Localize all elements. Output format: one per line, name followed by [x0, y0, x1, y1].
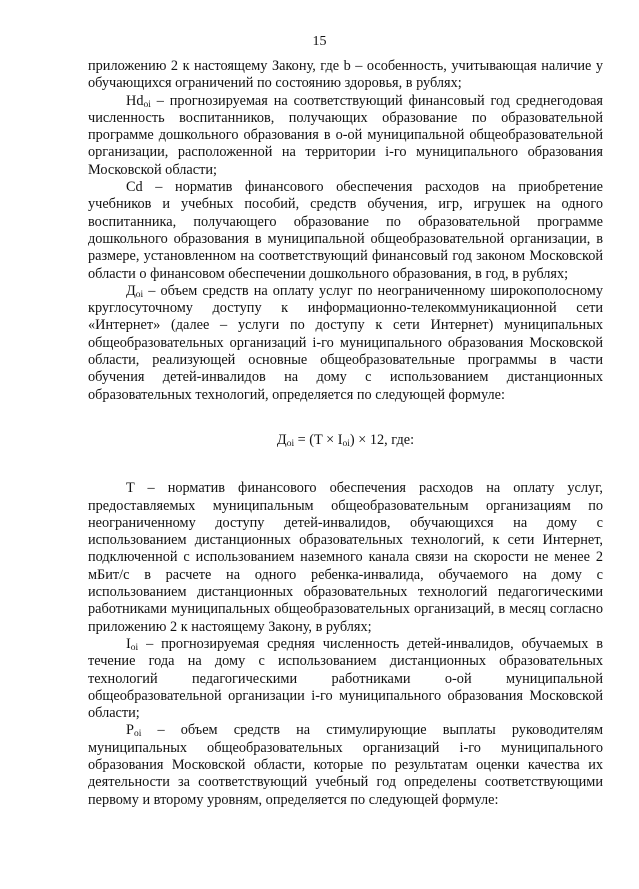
paragraph-b-definition: приложению 2 к настоящему Закону, где b – особенность, учитывающая наличие у обучающихся ограничений по состоянию здоровья, в рублях;: [88, 58, 603, 92]
formula-rhs: ) × 12, где:: [349, 431, 415, 448]
formula-lhs: Д: [276, 431, 287, 448]
formula-mid-subscript: oi: [342, 438, 350, 449]
symbol-hd: Hd: [126, 92, 144, 109]
paragraph-p-text: – объем средств на стимулирующие выплаты руководителям муниципальных общеобразовательных организаций i-го муниципального образования Московской области, которые по результатам оценки качества их деятельности за соответствующий учебный год определены соответствующими первому и второму уровням, определяется по следующей формуле:: [88, 722, 603, 808]
paragraph-p-definition: [88, 722, 603, 808]
paragraph-d-definition: [88, 283, 603, 404]
paragraph-hd-text: – прогнозируемая на соответствующий финансовый год среднегодовая численность воспитанников, получающих образование по образовательной программе дошкольного образования в o-ой муниципальной общеобразовательной организации, расположенной на территории i-го муниципального образования Московской области;: [88, 92, 603, 178]
symbol-d: Д: [126, 282, 136, 299]
paragraph-hd-definition: [88, 93, 603, 179]
paragraph-i-definition: [88, 636, 603, 722]
symbol-p-subscript: oi: [133, 729, 142, 740]
formula-lhs-subscript: oi: [286, 438, 295, 449]
symbol-i: I: [126, 635, 131, 652]
document-body: [88, 58, 603, 809]
paragraph-d-text: – объем средств на оплату услуг по неограниченному широкополосному круглосуточному доступу к информационно-телекоммуникационной сети «Интернет» (далее – услуги по доступу к сети Интернет) муниципальных общеобразовательных организаций i-го муниципального образования Московской области, реализующей основные общеобразовательные программы в части обучения детей-инвалидов на дому с использованием дистанционных образовательных технологий, определяется по следующей формуле:: [88, 282, 603, 403]
symbol-hd-subscript: oi: [143, 99, 151, 110]
page-number: 15: [312, 34, 327, 49]
paragraph-cd-definition: Cd – норматив финансового обеспечения расходов на приобретение учебников и учебных пособий, средств обучения, игр, игрушек на одного воспитанника, получающего образование по образовательной программе дошкольного образования в муниципальной общеобразовательной организации, в размере, установленном на соответствующий финансовый год законом Московской области о финансовом обеспечении дошкольного образования, в год, в рублях;: [88, 179, 603, 282]
paragraph-i-text: – прогнозируемая средняя численность детей-инвалидов, обучаемых в течение года на дому с использованием дистанционных образовательных технологий педагогическими работниками o-ой муниципальной общеобразовательной организации i-го муниципального образования Московской области;: [88, 635, 603, 722]
paragraph-t-definition: T – норматив финансового обеспечения расходов на оплату услуг, предоставляемых муниципальным общеобразовательным организациям по неограниченному доступу детей-инвалидов, обучающихся на дому с использованием дистанционных образовательных технологий, к сети Интернет, подключенной с использованием наземного канала связи на скорости не менее 2 мБит/с в расчете на одного ребенка-инвалида, обучаемого на дому с использованием дистанционных образовательных технологий педагогическими работниками муниципальных общеобразовательных организаций, в месяц согласно приложению 2 к настоящему Закону, в рублях;: [88, 480, 603, 635]
formula-mid: = (T × I: [294, 431, 343, 448]
symbol-p: P: [126, 722, 134, 739]
symbol-d-subscript: oi: [135, 289, 144, 300]
symbol-i-subscript: oi: [130, 642, 139, 653]
formula-d: [88, 432, 603, 449]
